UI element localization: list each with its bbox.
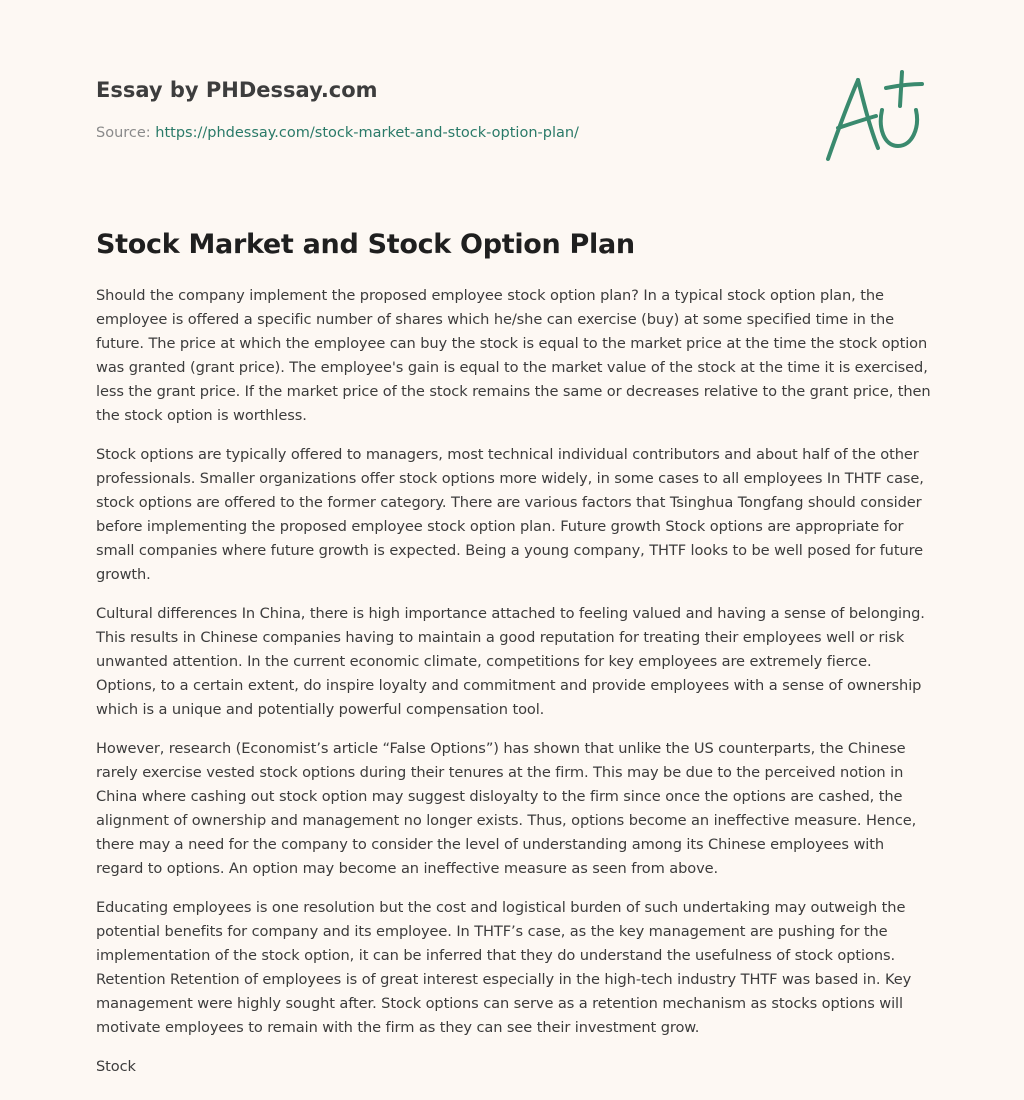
source-link[interactable]: https://phdessay.com/stock-market-and-stock-option-plan/ — [155, 125, 579, 141]
page-title: Stock Market and Stock Option Plan — [96, 229, 635, 260]
site-title: Essay by PHDessay.com — [96, 78, 378, 102]
a-plus-logo-icon — [818, 66, 930, 166]
article-body — [96, 284, 932, 1094]
page-header — [96, 74, 796, 143]
paragraph: Should the company implement the proposed employee stock option plan? In a typical stock option plan, the employee is offered a specific number of shares which he/she can exercise (buy) at some specified time in the future. The price at which the employee can buy the stock is equal to the market price at the time the stock option was granted (grant price). The employee's gain is equal to the market value of the stock at the time it is exercised, less the grant price. If the market price of the stock remains the same or decreases relative to the grant price, then the stock option is worthless. — [96, 287, 931, 424]
paragraph: Stock options are typically offered to managers, most technical individual contributors and about half of the other professionals. Smaller organizations offer stock options more widely, in some cases to all employees In THTF case, stock options are offered to the former category. There are various factors that Tsinghua Tongfang should consider before implementing the proposed employee stock option plan. Future growth Stock options are appropriate for small companies where future growth is expected. Being a young company, THTF looks to be well posed for future growth. — [96, 446, 924, 583]
source-line — [96, 123, 796, 143]
paragraph: Educating employees is one resolution but the cost and logistical burden of such undertaking may outweigh the potential benefits for company and its employee. In THTF’s case, as the key management are pushing for the implementation of the stock option, it can be inferred that they do understand the usefulness of stock options. Retention Retention of employees is of great interest especially in the high-tech industry THTF was based in. Key management were highly sought after. Stock options can serve as a retention mechanism as stocks options will motivate employees to remain with the firm as they can see their investment grow. — [96, 899, 912, 1036]
paragraph: Cultural differences In China, there is high importance attached to feeling valued and having a sense of belonging. This results in Chinese companies having to maintain a good reputation for treating their employees well or risk unwanted attention. In the current economic climate, competitions for key employees are extremely fierce. Options, to a certain extent, do inspire loyalty and commitment and provide employees with a sense of ownership which is a unique and potentially powerful compensation tool. — [96, 605, 925, 718]
paragraph: However, research (Economist’s article “False Options”) has shown that unlike the US counterparts, the Chinese rarely exercise vested stock options during their tenures at the firm. This may be due to the perceived notion in China where cashing out stock option may suggest disloyalty to the firm since once the options are cashed, the alignment of ownership and management no longer exists. Thus, options become an ineffective measure. Hence, there may a need for the company to consider the level of understanding among its Chinese employees with regard to options. An option may become an ineffective measure as seen from above. — [96, 740, 917, 877]
paragraph: Stock — [96, 1058, 136, 1075]
source-label: Source: — [96, 125, 156, 141]
